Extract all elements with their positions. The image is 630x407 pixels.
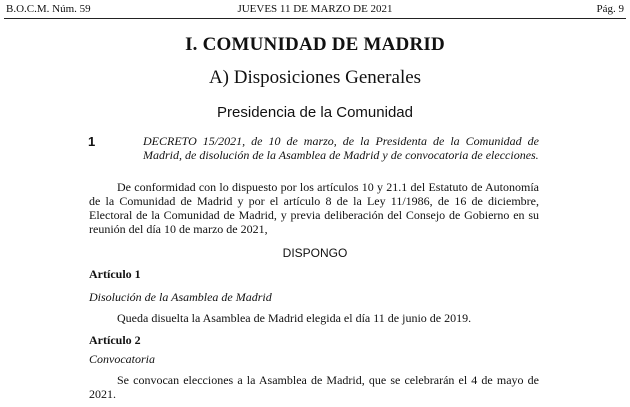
bulletin-date: JUEVES 11 DE MARZO DE 2021 [237, 3, 393, 15]
section-title: I. COMUNIDAD DE MADRID [185, 34, 445, 55]
page-header [6, 0, 624, 18]
article-2-text: Se convocan elecciones a la Asamblea de Madrid, que se celebrarán el 4 de mayo de 2021. [89, 373, 539, 401]
article-1-heading: Artículo 1 [89, 267, 141, 281]
dispongo-heading: DISPONGO [282, 246, 348, 260]
article-2-heading: Artículo 2 [89, 333, 141, 347]
article-1-subheading: Disolución de la Asamblea de Madrid [89, 290, 272, 304]
article-2-subheading: Convocatoria [89, 352, 155, 366]
bulletin-number: B.O.C.M. Núm. 59 [6, 3, 91, 15]
preamble-paragraph: De conformidad con lo dispuesto por los artículos 10 y 21.1 del Estatuto de Autonomía de la Comunidad de Madrid y por el artículo 8 de la Ley 11/1986, de 16 de diciembre, Electoral de la Comunidad de Madrid, y previa deliberación del Consejo de Gobierno en su reunión del día 10 de marzo de 2021, [89, 180, 539, 236]
header-rule [4, 18, 626, 19]
subsection-title: A) Disposiciones Generales [208, 67, 422, 88]
department-title: Presidencia de la Comunidad [217, 104, 413, 121]
decree-title: DECRETO 15/2021, de 10 de marzo, de la Presidenta de la Comunidad de Madrid, de disolución de la Asamblea de Madrid y de convocatoria de elecciones. [143, 134, 539, 162]
article-1-text: Queda disuelta la Asamblea de Madrid elegida el día 11 de junio de 2019. [117, 311, 472, 325]
item-number: 1 [88, 134, 96, 149]
page-number: Pág. 9 [596, 3, 624, 15]
